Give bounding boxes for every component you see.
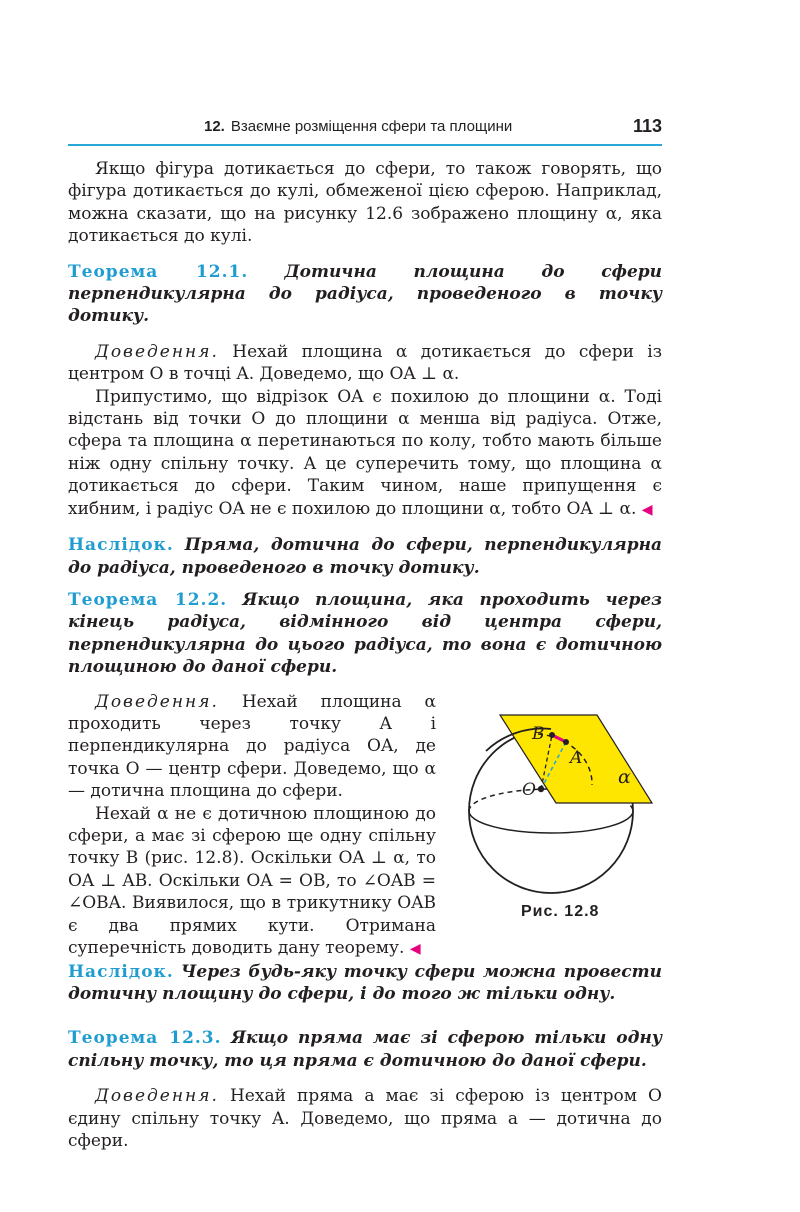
theorem-text: Якщо пряма має зі сферою тільки одну спільну точку, то ця пряма є дотичною до даної сфери. <box>68 1028 663 1071</box>
chapter-title: Взаємне розміщення сфери та площини <box>230 118 513 135</box>
proof-label: Доведення. <box>95 1086 219 1107</box>
theorem-text: Дотична площина до сфери перпендикулярна до радіуса, проведеного в точку дотику. <box>68 261 663 327</box>
equator-front <box>469 811 633 833</box>
corollary-2 <box>68 961 662 1006</box>
theorem-label: Теорема 12.2. <box>68 589 228 610</box>
intro-paragraph: Якщо фігура дотикається до сфери, то також говорять, що фігура дотикається до кулі, обмеженої цією сферою. Наприклад, можна сказати, що на рисунку 12.6 зображено площину α, яка дотикається до кулі. <box>68 159 662 247</box>
corollary-text: Пряма, дотична до сфери, перпендикулярна до радіуса, проведеного в точку дотику. <box>68 535 662 578</box>
proof-12-2-continued <box>68 803 436 961</box>
figure-caption: Рис. 12.8 <box>521 902 600 920</box>
proof-with-figure <box>68 691 662 958</box>
page-number: 113 <box>632 116 662 136</box>
proof-text: Нехай площина α проходить через точку A і перпендикулярна до радіуса OA, де точка O — центр сфери. Доведемо, що α — дотична площина до сфери. <box>68 691 436 802</box>
chapter-number: 12. <box>204 118 225 135</box>
proof-12-2-column <box>68 691 436 961</box>
proof-12-2 <box>68 691 436 803</box>
figure-12-8 <box>466 691 662 953</box>
chapter-heading <box>204 118 512 135</box>
label-o: O <box>522 779 536 800</box>
proof-text-2: Нехай α не є дотичною площиною до сфери, а має зі сферою ще одну спільну точку B (рис. 12.8). Оскільки OA ⊥ α, то OA ⊥ AB. Оскільки OA = OB, то ∠OAB = ∠OBA. Виявилося, що в трикутнику OAB є два прямих кути. Отримана суперечність доводить дану теорему. <box>68 803 436 958</box>
proof-text: Нехай площина α дотикається до сфери із центром O в точці A. Доведемо, що OA ⊥ α. <box>68 341 662 385</box>
theorem-label: Теорема 12.3. <box>68 1028 222 1049</box>
proof-12-1-continued <box>68 386 662 521</box>
label-a: A <box>570 747 583 768</box>
page-content <box>68 158 662 1152</box>
corollary-label: Наслідок. <box>68 961 174 982</box>
corollary-1 <box>68 534 662 579</box>
proof-label: Доведення. <box>95 341 219 362</box>
theorem-text: Якщо площина, яка проходить через кінець радіуса, відмінного від центра сфери, перпендикулярна до цього радіуса, то вона є дотичною площиною до даної сфери. <box>68 589 663 678</box>
corollary-label: Наслідок. <box>68 535 174 556</box>
theorem-12-1 <box>68 261 662 328</box>
proof-label: Доведення. <box>95 691 219 712</box>
proof-text: Нехай пряма a має зі сферою із центром O єдину спільну точку A. Доведемо, що пряма a — дотична до сфери. <box>68 1086 662 1151</box>
corollary-text: Через будь-яку точку сфери можна провести дотичну площину до сфери, і до того ж тільки одну. <box>68 961 662 1004</box>
header-rule <box>68 144 662 146</box>
end-of-proof-icon: ◀ <box>409 941 421 957</box>
proof-text-2: Припустимо, що відрізок OA є похилою до площини α. Тоді відстань від точки O до площини α менша від радіуса. Отже, сфера та площина α перетинаються по колу, тобто мають більше ніж одну спільну точку. А це суперечить тому, що площина α дотикається до сфери. Таким чином, наше припущення є хибним, і радіус OA не є похилою до площини α, тобто OA ⊥ α. <box>68 386 662 519</box>
point-o <box>538 785 544 791</box>
label-alpha: α <box>618 765 631 788</box>
proof-12-1 <box>68 341 662 386</box>
point-a <box>563 739 569 745</box>
end-of-proof-icon: ◀ <box>641 501 653 518</box>
page-header <box>68 112 662 146</box>
theorem-12-2 <box>68 589 662 679</box>
proof-12-3 <box>68 1085 662 1152</box>
sphere-plane-diagram <box>466 691 662 896</box>
label-b: B <box>532 723 545 744</box>
theorem-label: Теорема 12.1. <box>68 261 249 282</box>
theorem-12-3 <box>68 1027 662 1072</box>
point-b <box>549 732 555 738</box>
